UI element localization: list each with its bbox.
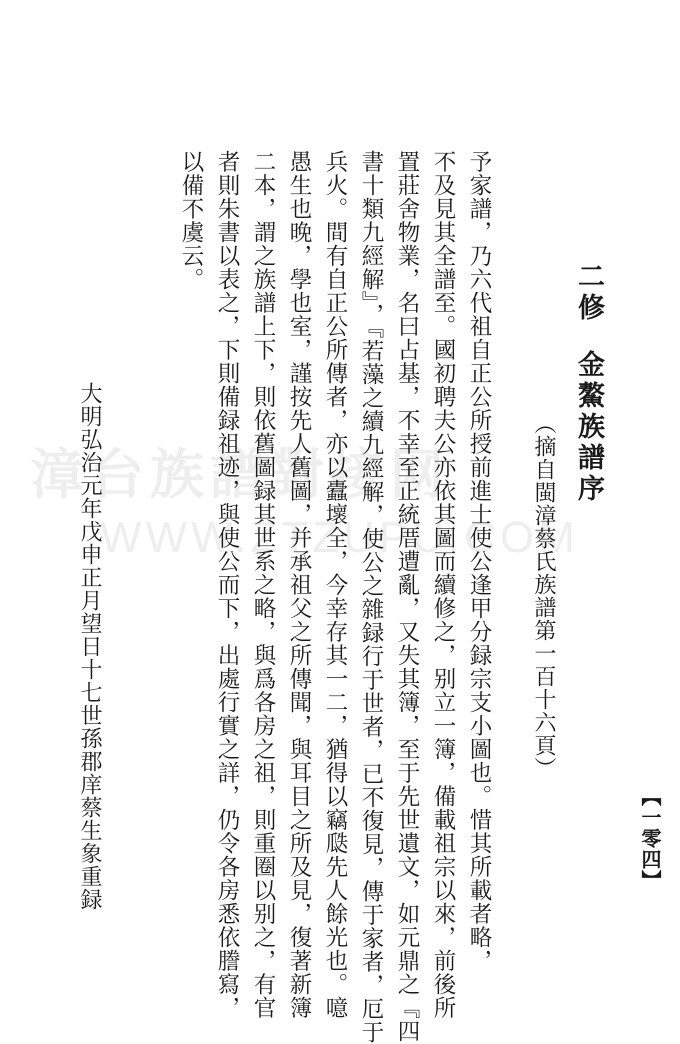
title-prefix: 二修 — [573, 262, 604, 324]
body-column: 兵火。間有自正公所傳者，亦以蠹壞全，今幸存其一二，猶得以竊瓞先人餘光也。噫 — [322, 150, 348, 1020]
body-column: 者則朱書以表之，下則備録祖迹，與使公而下，出處行實之詳，仍令各房悉依謄寫， — [214, 150, 240, 1020]
page-number: 【一零四】 — [638, 786, 662, 891]
body-column: 予家譜，乃六代祖自正公所授前進士使公逢甲分録宗支小圖也。惜其所載者略， — [466, 150, 492, 973]
body-column: 不及見其全譜至。國初聘夫公亦依其圖而續修之，别立一簿，備載祖宗以來，前後所 — [430, 150, 456, 1020]
watermark-cn: 漳台族譜對接网 — [30, 442, 450, 506]
watermark-en: WWW.ZTZUPU.COM — [100, 513, 579, 562]
body-column: 愚生也晚，學也室，謹按先人舊圖，并承祖父之所傳聞，與耳目之所及見，復著新簿 — [286, 150, 312, 1020]
subtitle: （摘自閩漳蔡氏族譜第一百十六頁） — [531, 412, 556, 780]
body-column: 二本，謂之族譜上下，則依舊圖録其世系之略，與爲各房之祖，則重圈以别之，有官 — [250, 150, 276, 1020]
body-column: 書十類九經解』，『若藻之續九經解，使公之雜録行于世者，已不復見，傳于家者，厄于 — [358, 150, 384, 1044]
colophon: 大明弘治元年戊申正月望日十七世孫郡庠蔡生象重録 — [77, 382, 102, 911]
title-main: 金鰲族譜序 — [573, 350, 604, 505]
page-title — [575, 262, 602, 505]
body-column: 以備不虞云。 — [178, 150, 204, 291]
body-column: 置莊舍物業，名曰占基，不幸至正統厝遭亂，又失其簿，至于先世遺文，如元鼎之『四 — [394, 150, 420, 1043]
